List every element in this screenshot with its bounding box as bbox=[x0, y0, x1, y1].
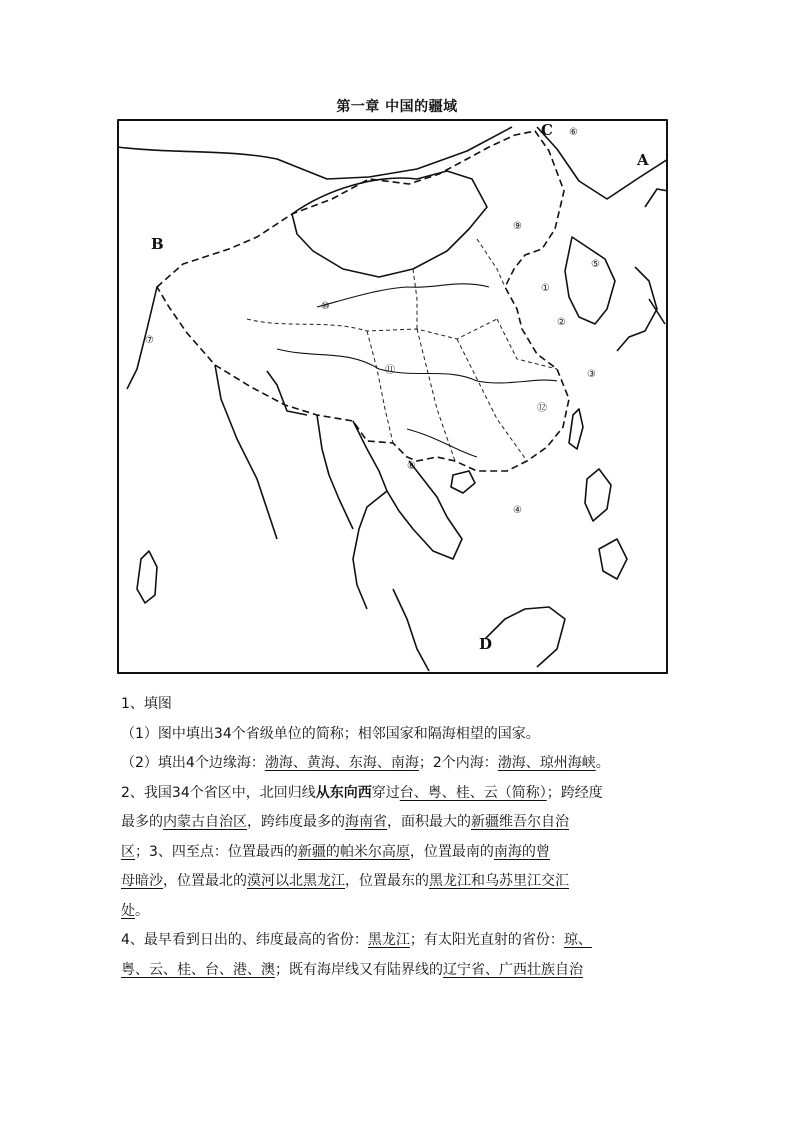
marker-4: ④ bbox=[513, 505, 522, 516]
q2-l2-text2: ，跨纬度最多的 bbox=[247, 814, 345, 830]
answer-west: 新疆的帕米尔高原 bbox=[297, 843, 410, 860]
marker-5: ⑤ bbox=[591, 259, 600, 270]
q2-line4 bbox=[121, 867, 681, 897]
marker-10: ⑩ bbox=[321, 301, 330, 312]
q2-l4-text: ，位置最北的 bbox=[163, 873, 247, 889]
map-letter-d: D bbox=[479, 635, 493, 653]
q4-line1 bbox=[121, 926, 681, 956]
marker-1: ① bbox=[541, 283, 550, 294]
answer-area-end: 区 bbox=[121, 843, 135, 860]
answer-south: 南海的曾 bbox=[493, 843, 550, 860]
q2-l2-text: 最多的 bbox=[121, 814, 163, 830]
answer-coast-border: 辽宁省、广西壮族自治 bbox=[443, 961, 583, 978]
answer-longitude: 内蒙古自治区 bbox=[163, 814, 247, 830]
map-drawing bbox=[117, 119, 668, 674]
q1-head-text: 1、填图 bbox=[121, 696, 172, 712]
q2-l1-text3: ；跨经度 bbox=[546, 784, 603, 801]
marker-8: ⑧ bbox=[407, 461, 416, 472]
q2-l3-text2: ，位置最南的 bbox=[409, 843, 494, 860]
q1-sub2 bbox=[121, 749, 681, 779]
answer-inner-seas: 渤海、琼州海峡 bbox=[497, 755, 596, 771]
q4-line2 bbox=[121, 956, 681, 986]
answer-tropic: 台、粤、桂、云（简称） bbox=[399, 784, 547, 801]
q1-sub2-label: （2）填出4个边缘海： bbox=[121, 755, 265, 771]
q1-sub1 bbox=[121, 720, 681, 750]
q4-l2-text: ；既有海岸线又有陆界线的 bbox=[275, 961, 443, 978]
page-title: 第一章 中国的疆域 bbox=[336, 99, 458, 115]
q2-l1-text2: 穿过 bbox=[371, 784, 400, 801]
marker-9: ⑨ bbox=[513, 221, 522, 232]
map-letter-b: B bbox=[151, 235, 164, 253]
q1-sub2-mid: ；2个内海： bbox=[418, 755, 498, 771]
q2-l2-text3: ，面积最大的 bbox=[387, 814, 471, 830]
q2-l5-text: 。 bbox=[135, 902, 149, 919]
answer-direct-sun-cont: 粤、云、桂、台、港、澳 bbox=[121, 961, 275, 978]
q2-l1-bold: 从东向西 bbox=[315, 784, 372, 801]
answer-south-end: 母暗沙 bbox=[121, 873, 163, 889]
q4-l1-text: 4、最早看到日出的、纬度最高的省份： bbox=[121, 932, 368, 948]
answer-seas: 渤海、黄海、东海、南海 bbox=[264, 755, 419, 771]
outline-map bbox=[117, 119, 668, 674]
q2-l1-text: 2、我国34个省区中，北回归线 bbox=[121, 784, 316, 801]
answer-east: 黑龙江和乌苏里江交汇 bbox=[429, 873, 569, 889]
marker-6: ⑥ bbox=[569, 127, 578, 138]
marker-3: ③ bbox=[587, 369, 596, 380]
map-letter-a: A bbox=[637, 151, 649, 169]
q4-l1-text2: ；有太阳光直射的省份： bbox=[409, 932, 564, 948]
q2-line1 bbox=[121, 779, 681, 809]
q1-heading bbox=[121, 690, 681, 720]
question-text bbox=[121, 690, 681, 985]
q2-l3-text: ；3、四至点：位置最西的 bbox=[135, 843, 298, 860]
q1-sub1-text: （1）图中填出34个省级单位的简称；相邻国家和隔海相望的国家。 bbox=[121, 725, 540, 742]
q2-line3 bbox=[121, 838, 681, 868]
marker-7: ⑦ bbox=[145, 335, 154, 346]
answer-area: 新疆维吾尔自治 bbox=[471, 814, 569, 830]
map-letter-c: C bbox=[541, 121, 553, 139]
marker-2: ② bbox=[557, 317, 566, 328]
q2-l4-text2: ，位置最东的 bbox=[345, 873, 429, 889]
q2-line2 bbox=[121, 808, 681, 838]
answer-east-end: 处 bbox=[121, 902, 135, 919]
answer-latitude: 海南省 bbox=[345, 814, 387, 830]
answer-direct-sun: 琼、 bbox=[563, 932, 592, 948]
marker-11: ⑪ bbox=[385, 365, 395, 376]
q1-sub2-end: 。 bbox=[595, 755, 610, 771]
answer-north: 漠河以北黑龙江 bbox=[247, 873, 345, 889]
marker-12: ⑫ bbox=[537, 403, 547, 414]
q2-line5 bbox=[121, 897, 681, 927]
answer-sunrise: 黑龙江 bbox=[367, 932, 410, 948]
